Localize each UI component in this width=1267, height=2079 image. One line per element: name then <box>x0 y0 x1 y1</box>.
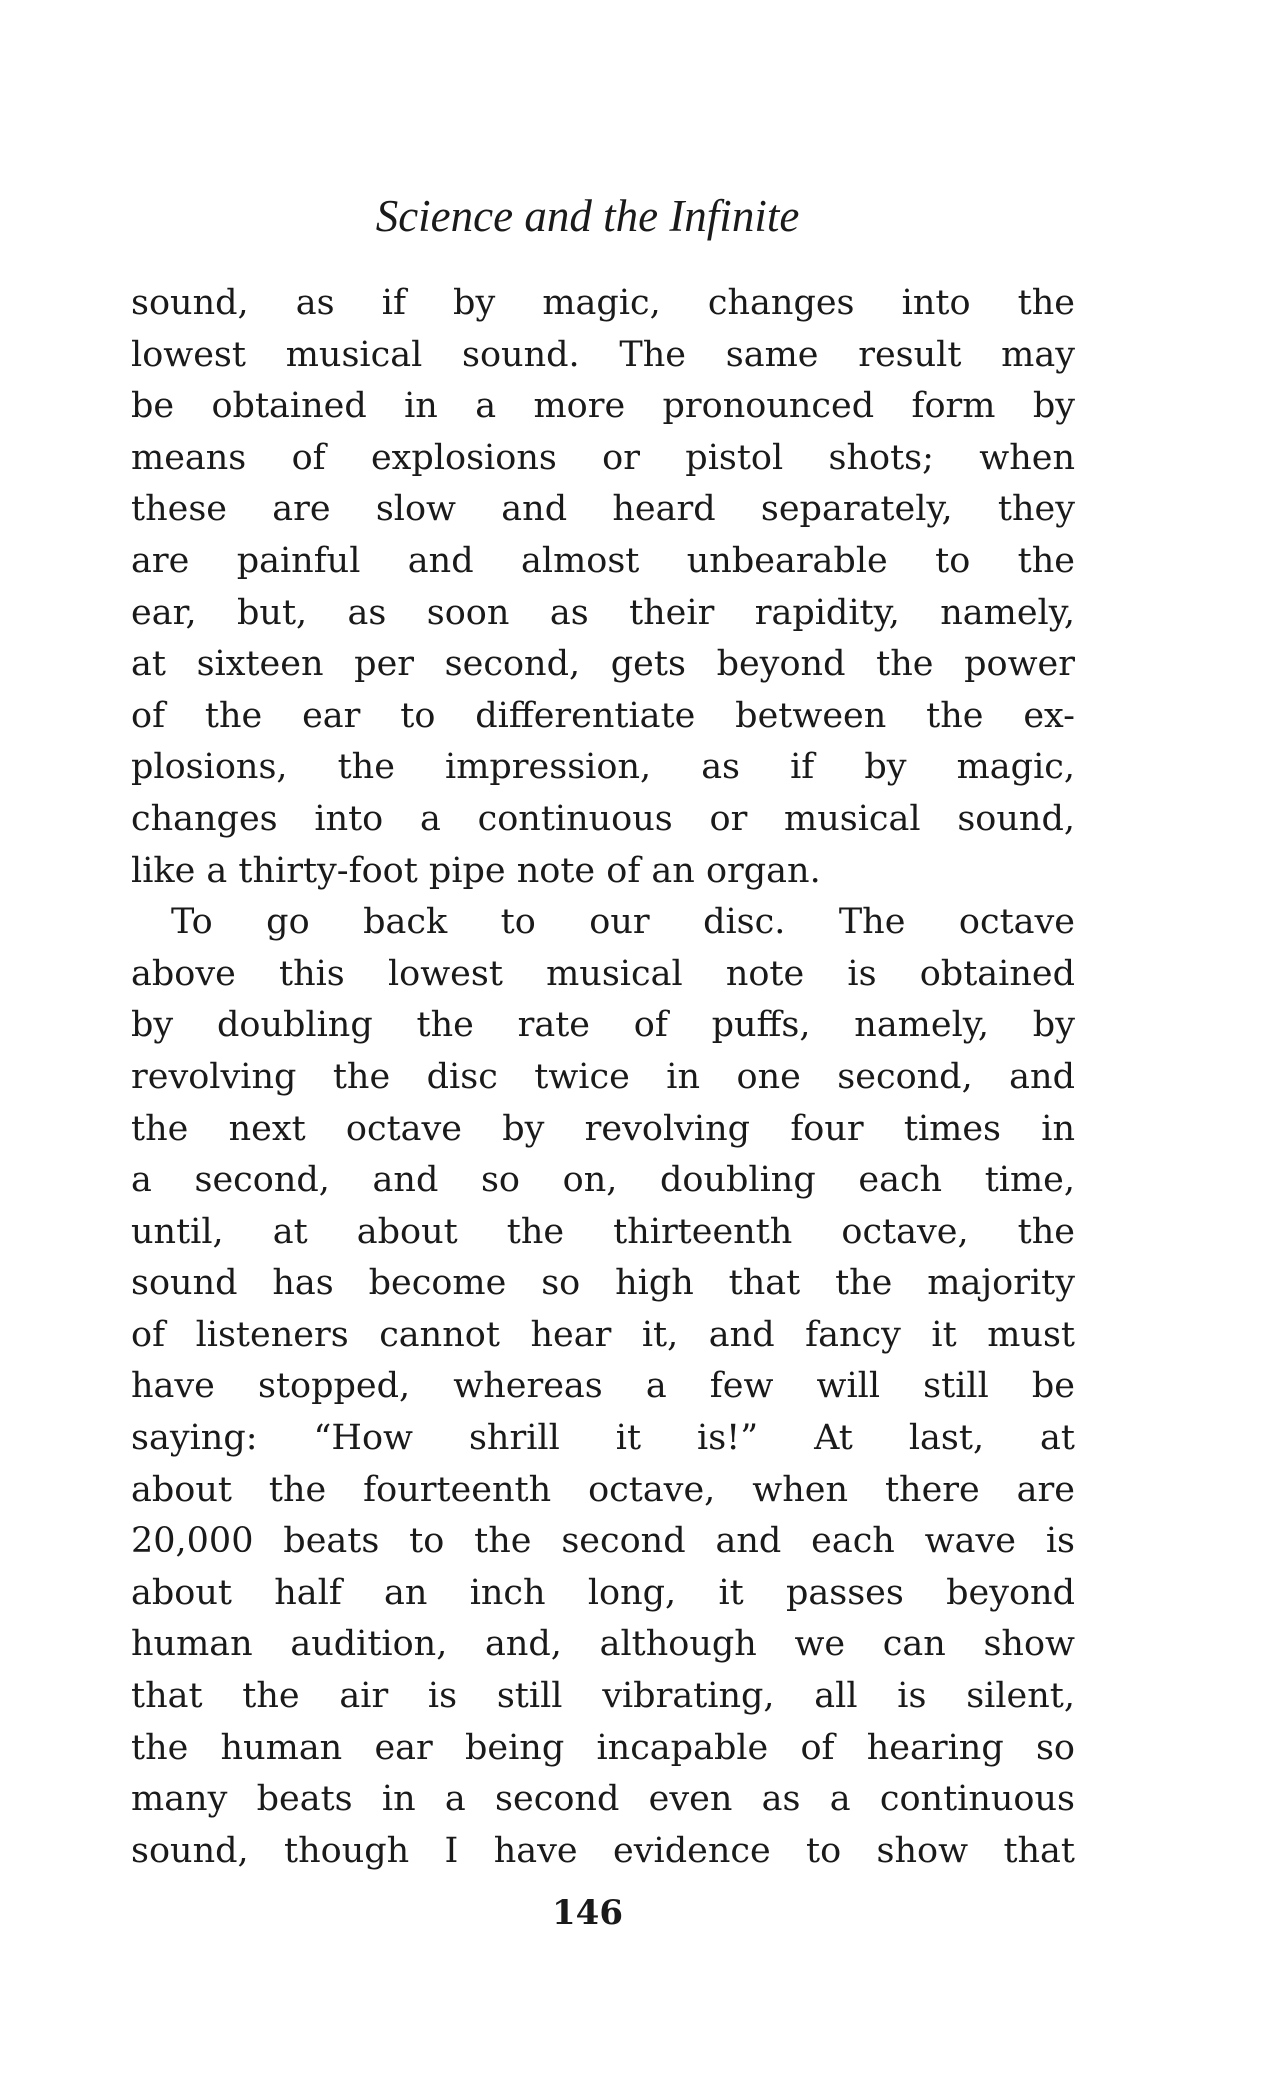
text-line: many beats in a second even as a continuous <box>131 1779 1075 1820</box>
text-line: sound, as if by magic, changes into the <box>131 283 1075 323</box>
text-line: that the air is still vibrating, all is silent, <box>131 1676 1075 1717</box>
text-line: plosions, the impression, as if by magic, <box>131 747 1075 788</box>
text-line: until, at about the thirteenth octave, the <box>131 1211 1075 1252</box>
text-line: saying: “How shrill it is!” At last, at <box>131 1418 1075 1459</box>
text-line: by doubling the rate of puffs, namely, by <box>131 1005 1075 1046</box>
text-line: sound has become so high that the majority <box>131 1263 1075 1304</box>
text-line: human audition, and, although we can show <box>131 1624 1075 1665</box>
text-line: of listeners cannot hear it, and fancy it must <box>131 1314 1075 1355</box>
text-line: have stopped, whereas a few will still be <box>131 1366 1075 1407</box>
text-line: 20,000 beats to the second and each wave is <box>131 1521 1075 1562</box>
running-head: Science and the Infinite <box>375 191 800 241</box>
paragraph-end-line: like a thirty-foot pipe note of an organ. <box>131 850 821 891</box>
text-line: above this lowest musical note is obtained <box>131 953 1075 994</box>
paragraph-start-line: To go back to our disc. The octave <box>171 902 1075 943</box>
text-line: are painful and almost unbearable to the <box>131 540 1075 581</box>
text-line: ear, but, as soon as their rapidity, namely, <box>131 592 1075 633</box>
text-line: about the fourteenth octave, when there are <box>131 1469 1075 1510</box>
text-line: the human ear being incapable of hearing so <box>131 1727 1075 1768</box>
text-line: sound, though I have evidence to show that <box>131 1830 1075 1871</box>
text-line: changes into a continuous or musical sound, <box>131 798 1075 839</box>
text-line: revolving the disc twice in one second, and <box>131 1056 1075 1097</box>
text-line: of the ear to differentiate between the ex- <box>131 695 1075 736</box>
page-number: 146 <box>552 1893 623 1933</box>
text-line: lowest musical sound. The same result may <box>131 334 1075 375</box>
text-line: at sixteen per second, gets beyond the power <box>131 644 1075 685</box>
text-line: about half an inch long, it passes beyond <box>131 1572 1075 1613</box>
text-line: these are slow and heard separately, they <box>131 489 1075 530</box>
text-line: the next octave by revolving four times in <box>131 1108 1075 1149</box>
body-text <box>131 278 1075 1877</box>
text-line: means of explosions or pistol shots; when <box>131 437 1075 478</box>
text-line: a second, and so on, doubling each time, <box>131 1160 1075 1201</box>
text-line: be obtained in a more pronounced form by <box>131 386 1075 427</box>
